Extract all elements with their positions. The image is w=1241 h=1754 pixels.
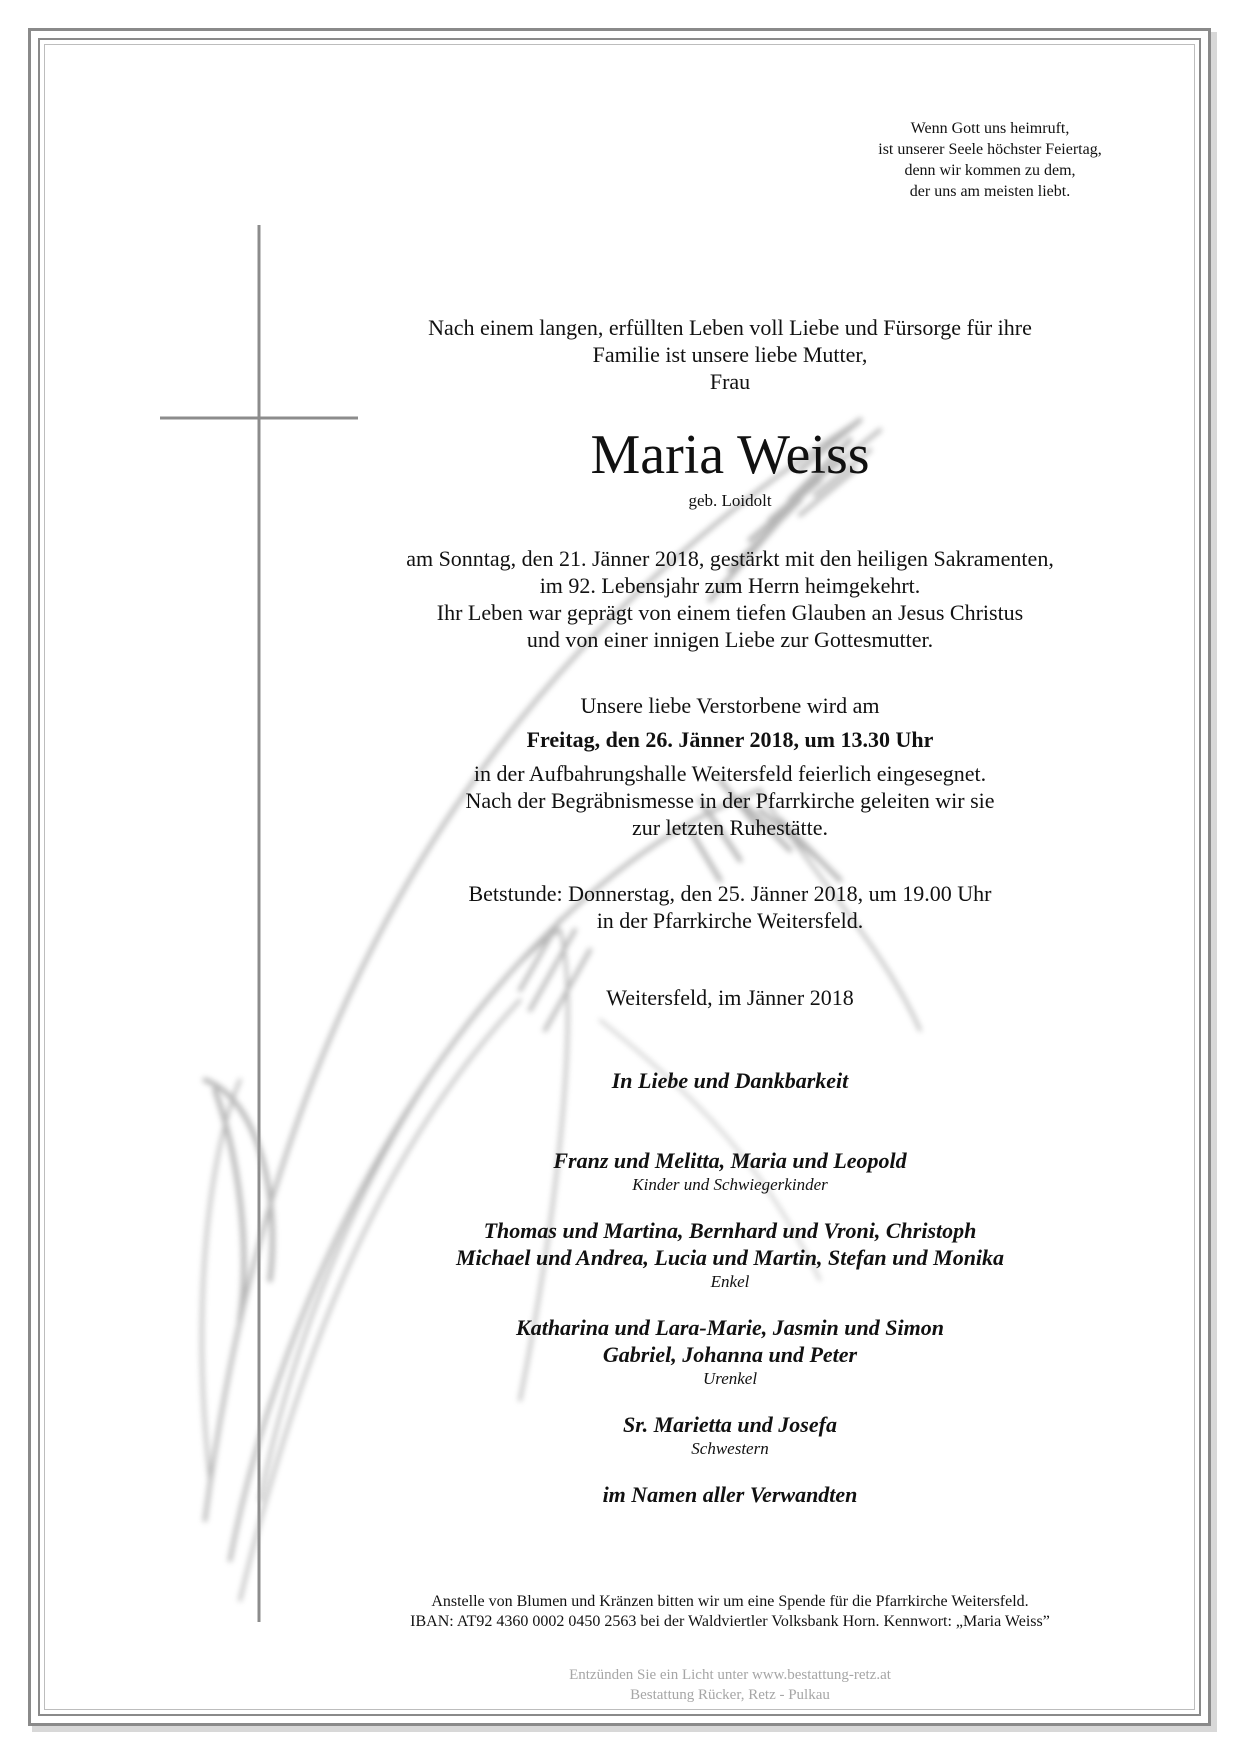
poem-line: ist unserer Seele höchster Feiertag, xyxy=(878,141,1102,158)
footer-link-text: Entzünden Sie ein Licht unter www.bestattung-retz.at xyxy=(569,1667,891,1683)
footer-company: Bestattung Rücker, Retz - Pulkau xyxy=(630,1687,830,1703)
intro-line: Frau xyxy=(709,369,751,394)
mourner-names: Katharina und Lara-Marie, Jasmin und Simon xyxy=(516,1315,944,1340)
deceased-name: Maria Weiss xyxy=(590,424,870,486)
mourner-relation: Kinder und Schwiegerkinder xyxy=(632,1175,828,1194)
mourner-relation: Enkel xyxy=(710,1272,750,1291)
maiden-name: geb. Loidolt xyxy=(688,491,772,510)
poem-line: Wenn Gott uns heimruft, xyxy=(910,120,1070,137)
mourner-relation: Schwestern xyxy=(691,1439,769,1458)
mourner-names: Michael und Andrea, Lucia und Martin, Stefan und Monika xyxy=(455,1245,1005,1270)
prayer-line: in der Pfarrkirche Weitersfeld. xyxy=(596,908,864,933)
intro-text xyxy=(300,314,1160,395)
mourner-relation: Urenkel xyxy=(702,1369,758,1388)
death-line: Ihr Leben war geprägt von einem tiefen Glauben an Jesus Christus xyxy=(436,600,1024,625)
intro-line: Nach einem langen, erfüllten Leben voll Liebe und Fürsorge für ihre xyxy=(428,315,1032,340)
mourner-names: Thomas und Martina, Bernhard und Vroni, Christoph xyxy=(483,1218,977,1243)
funeral-date: Freitag, den 26. Jänner 2018, um 13.30 Uhr xyxy=(526,727,934,752)
mourner-group xyxy=(300,1217,1160,1292)
poem xyxy=(820,118,1160,202)
funeral-line: zur letzten Ruhestätte. xyxy=(631,815,829,840)
footer xyxy=(300,1665,1160,1705)
prayer-text xyxy=(300,880,1160,934)
funeral-text xyxy=(300,760,1160,841)
mourner-names: Sr. Marietta und Josefa xyxy=(623,1412,837,1437)
donation-note xyxy=(300,1592,1160,1632)
funeral-line: in der Aufbahrungshalle Weitersfeld feierlich eingesegnet. xyxy=(473,761,987,786)
death-line: und von einer innigen Liebe zur Gottesmutter. xyxy=(526,627,934,652)
death-line: im 92. Lebensjahr zum Herrn heimgekehrt. xyxy=(539,573,921,598)
donation-line: IBAN: AT92 4360 0002 0450 2563 bei der Waldviertler Volksbank Horn. Kennwort: „Maria Weiss” xyxy=(410,1613,1050,1630)
place-date: Weitersfeld, im Jänner 2018 xyxy=(606,985,854,1010)
funeral-intro: Unsere liebe Verstorbene wird am xyxy=(580,693,880,718)
death-line: am Sonntag, den 21. Jänner 2018, gestärkt mit den heiligen Sakramenten, xyxy=(406,546,1054,571)
mourner-group xyxy=(300,1314,1160,1389)
intro-line: Familie ist unsere liebe Mutter, xyxy=(592,342,868,367)
funeral-line: Nach der Begräbnismesse in der Pfarrkirche geleiten wir sie xyxy=(465,788,995,813)
relatives: im Namen aller Verwandten xyxy=(602,1482,858,1507)
mourner-names: Gabriel, Johanna und Peter xyxy=(602,1342,858,1367)
gratitude: In Liebe und Dankbarkeit xyxy=(611,1068,849,1093)
mourner-names: Franz und Melitta, Maria und Leopold xyxy=(553,1148,907,1173)
poem-line: der uns am meisten liebt. xyxy=(909,183,1071,200)
mourner-group xyxy=(300,1411,1160,1459)
mourner-group xyxy=(300,1147,1160,1195)
donation-line: Anstelle von Blumen und Kränzen bitten wir um eine Spende für die Pfarrkirche Weitersfeld. xyxy=(431,1593,1029,1610)
poem-line: denn wir kommen zu dem, xyxy=(904,162,1076,179)
prayer-line: Betstunde: Donnerstag, den 25. Jänner 2018, um 19.00 Uhr xyxy=(468,881,992,906)
death-text xyxy=(300,545,1160,653)
